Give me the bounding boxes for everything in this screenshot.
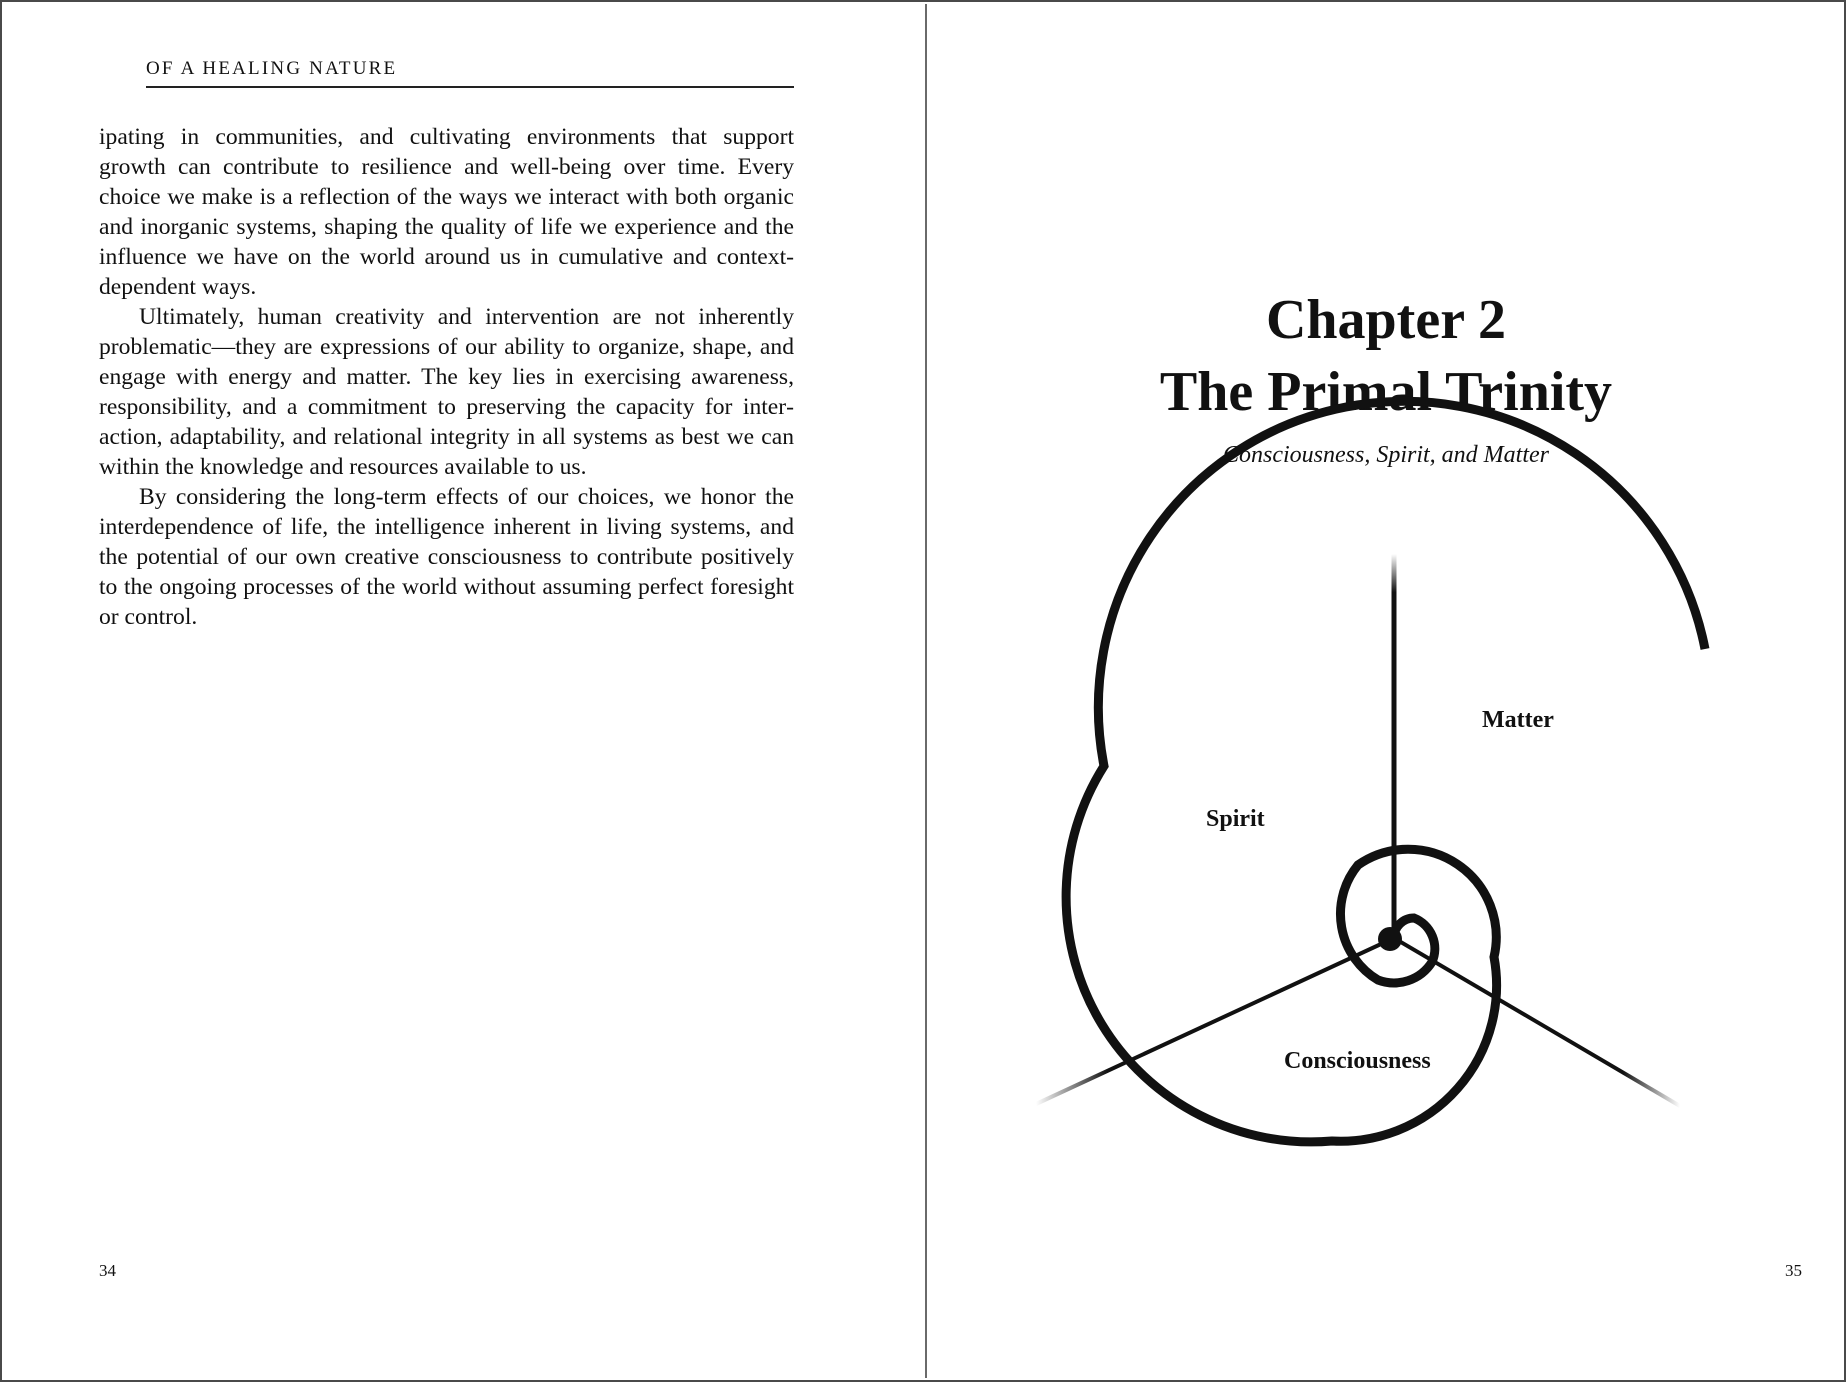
paragraph-1: ipating in communities, and cultivating environments that support growth can contribute to resilience and well-being over time. Every choice we make is a reflection of the ways we interact with both organic and inorganic systems, shaping the quality of life we experience and the influence we have on the world around us in cumulative and context-dependent ways. xyxy=(99,124,794,300)
divider-line-lower-right xyxy=(1394,938,1680,1106)
chapter-subtitle: Consciousness, Spirit, and Matter xyxy=(1222,442,1549,468)
trinity-spiral-figure xyxy=(928,2,1844,1380)
running-head: OF A HEALING NATURE xyxy=(146,58,398,79)
left-page xyxy=(2,2,926,1380)
body-text xyxy=(99,122,794,632)
paragraph-3: By considering the long-term effects of our choices, we honor the interdependence of life, the intelligence inherent in living systems, and the potential of our own creative consciousness to contribute positively to the ongoing processes of the world without assuming perfect foresight or control. xyxy=(99,484,794,630)
right-page xyxy=(928,2,1844,1380)
page-number-right: 35 xyxy=(1785,1261,1802,1280)
label-matter: Matter xyxy=(1482,707,1554,733)
page-number-left: 34 xyxy=(99,1261,116,1280)
spiral-curve xyxy=(1066,401,1705,1142)
paragraph-2: Ultimately, human creativity and intervention are not inherently problematic—they are expressions of our ability to organize, shape, and engage with energy and matter. The key lies in exercising awareness, responsibility, and a commitment to preserving the capacity for interaction, adaptability, and relational integrity in all systems as best we can within the knowledge and resources available to us. xyxy=(99,304,794,480)
divider-line-vertical xyxy=(1392,554,1397,937)
label-consciousness: Consciousness xyxy=(1284,1048,1431,1074)
label-spirit: Spirit xyxy=(1206,806,1265,832)
chapter-title: The Primal Trinity xyxy=(1159,361,1613,423)
running-head-rule xyxy=(146,86,794,88)
page-gutter xyxy=(925,4,927,1378)
chapter-number: Chapter 2 xyxy=(1265,289,1507,351)
divider-line-lower-left xyxy=(1036,938,1394,1104)
spiral-center-dot xyxy=(1378,927,1402,951)
